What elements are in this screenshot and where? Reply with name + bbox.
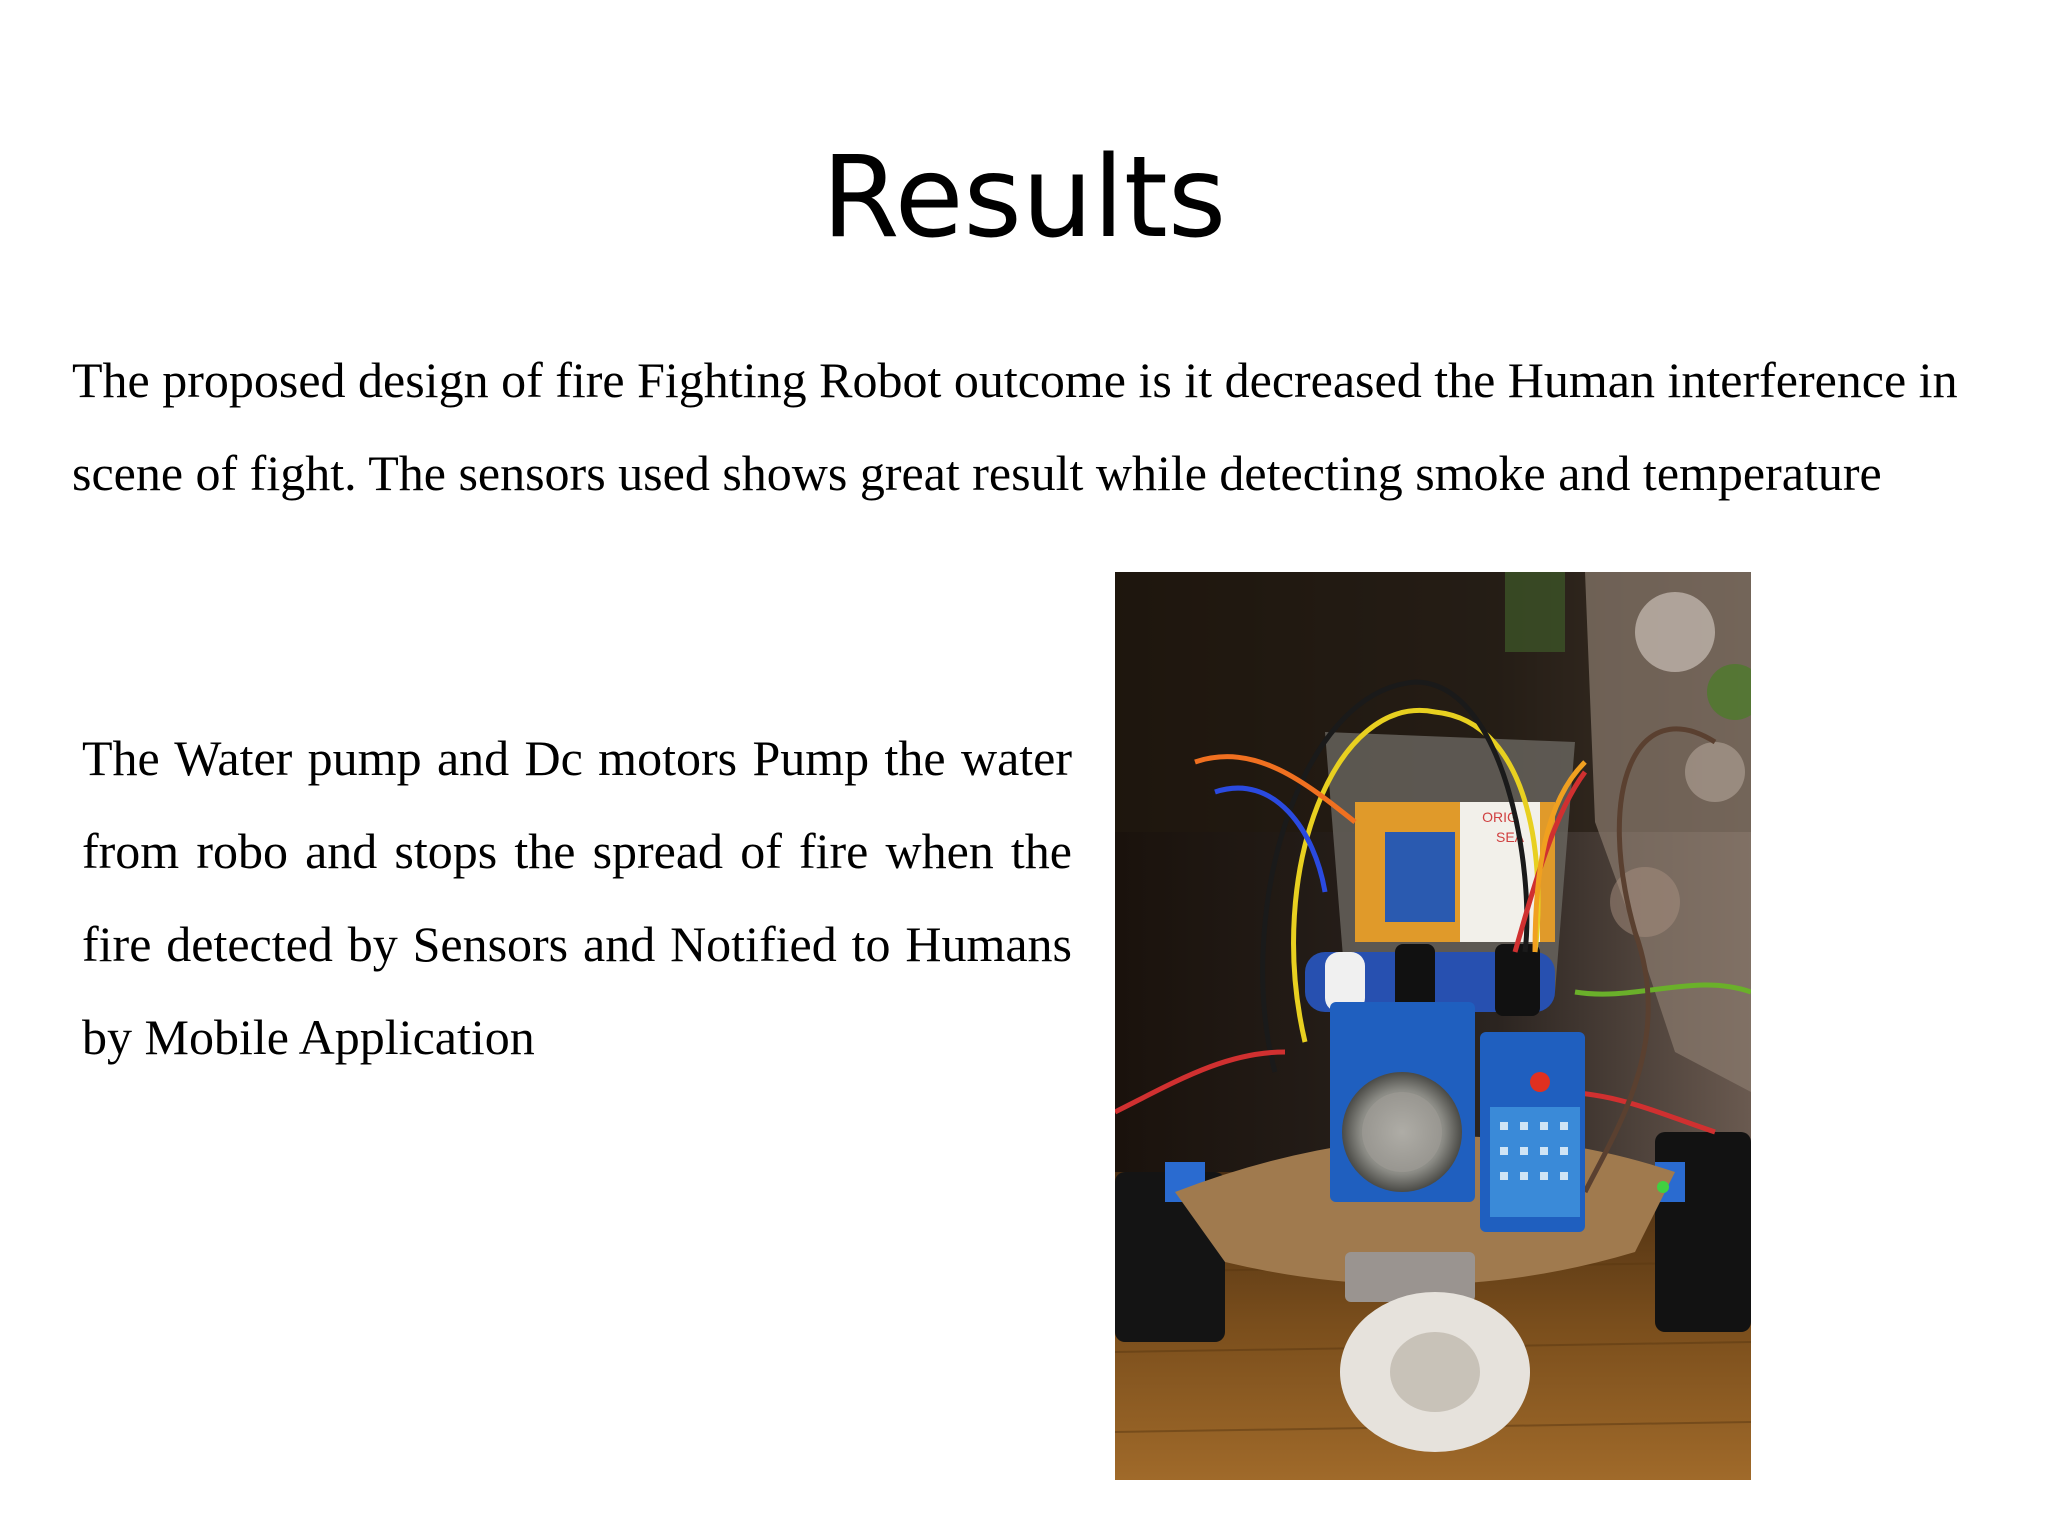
body-paragraph: The Water pump and Dc motors Pump the water from robo and stops the spread of fire when the fire detected by Sensors and Notified to Humans by Mobile Application <box>82 730 1072 1065</box>
intro-line-2: scene of fight. The sensors used shows great result while detecting smoke and temperature <box>72 445 1882 501</box>
slide-title: Results <box>821 133 1227 263</box>
container-label-text-2: SEA <box>1495 829 1525 845</box>
robot-photo-illustration <box>1115 572 1751 1480</box>
intro-paragraph <box>72 334 2048 520</box>
intro-line-1: The proposed design of fire Fighting Robot outcome is it decreased the Human interference in <box>72 352 1958 408</box>
robot-photo <box>1115 572 1751 1480</box>
container-label-text: ORIG <box>1482 809 1518 825</box>
